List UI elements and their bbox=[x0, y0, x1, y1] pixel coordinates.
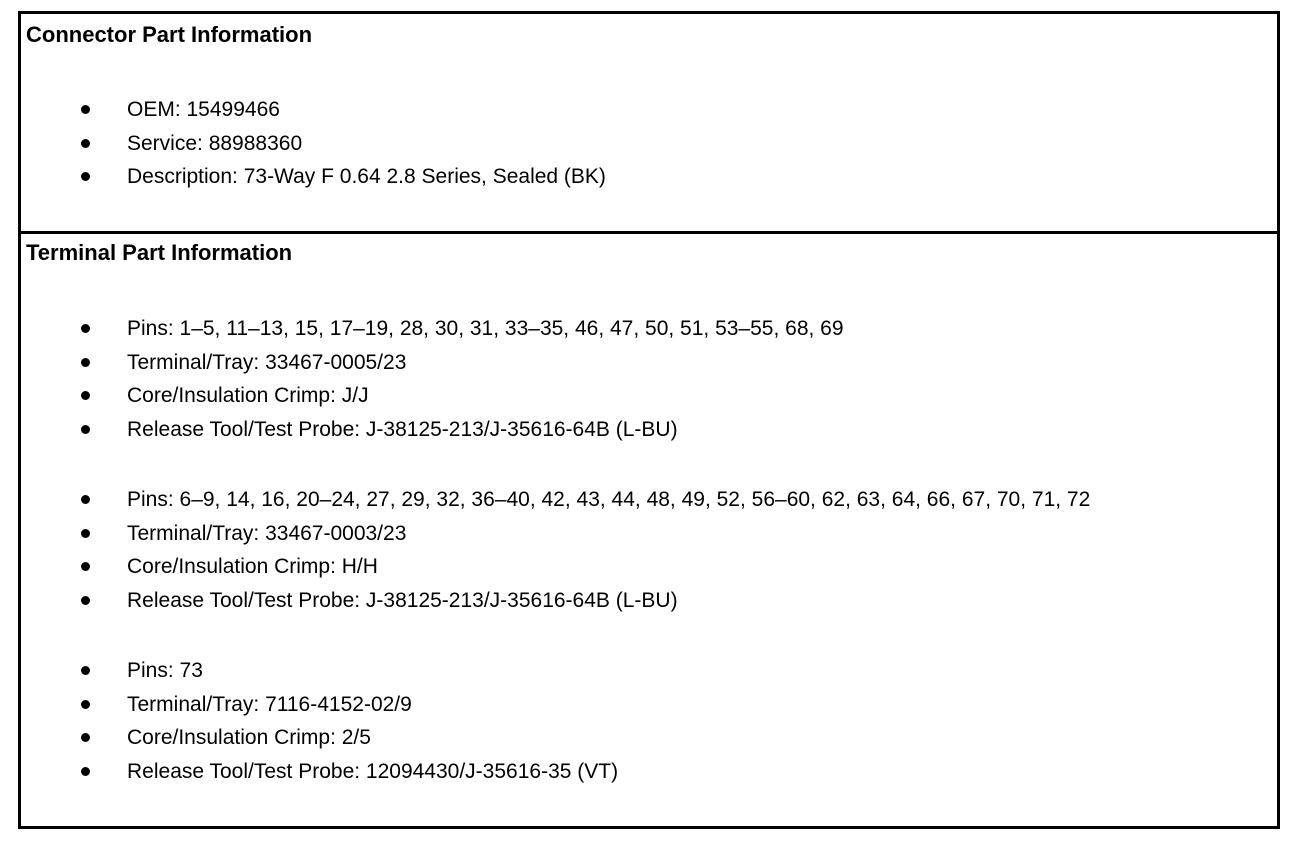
bullet-icon bbox=[81, 562, 90, 571]
bullet-icon bbox=[81, 733, 90, 742]
terminal-tray-value: Terminal/Tray: 33467-0005/23 bbox=[127, 350, 407, 374]
bullet-icon bbox=[81, 324, 90, 333]
crimp-value: Core/Insulation Crimp: H/H bbox=[127, 555, 378, 578]
connector-description: Description: 73-Way F 0.64 2.8 Series, Sealed (BK) bbox=[127, 165, 606, 188]
crimp-value: Core/Insulation Crimp: 2/5 bbox=[127, 726, 371, 749]
terminal-part-section bbox=[21, 234, 1277, 826]
release-tool-value: Release Tool/Test Probe: J-38125-213/J-35616-64B (L-BU) bbox=[127, 417, 678, 441]
service-number: Service: 88988360 bbox=[127, 131, 303, 155]
release-tool-value: Release Tool/Test Probe: 12094430/J-35616-35 (VT) bbox=[127, 759, 619, 783]
crimp-value: Core/Insulation Crimp: J/J bbox=[127, 384, 369, 407]
terminal-section-title: Terminal Part Information bbox=[26, 240, 293, 265]
bullet-icon bbox=[81, 495, 90, 504]
bullet-icon bbox=[81, 767, 90, 776]
connector-section-title: Connector Part Information bbox=[26, 22, 313, 47]
oem-number: OEM: 15499466 bbox=[127, 98, 280, 121]
connector-part-section bbox=[21, 14, 1277, 234]
part-info-table bbox=[18, 11, 1280, 829]
pins-value: Pins: 73 bbox=[127, 659, 203, 682]
bullet-icon bbox=[81, 529, 90, 538]
bullet-icon bbox=[81, 139, 90, 148]
bullet-icon bbox=[81, 700, 90, 709]
bullet-icon bbox=[81, 105, 90, 114]
bullet-icon bbox=[81, 358, 90, 367]
pins-value: Pins: 6–9, 14, 16, 20–24, 27, 29, 32, 36–40, 42, 43, 44, 48, 49, 52, 56–60, 62, 63, 64, 66, 67, 70, 71, 72 bbox=[127, 488, 1091, 511]
bullet-icon bbox=[81, 596, 90, 605]
pins-value: Pins: 1–5, 11–13, 15, 17–19, 28, 30, 31, 33–35, 46, 47, 50, 51, 53–55, 68, 69 bbox=[127, 317, 844, 340]
bullet-icon bbox=[81, 172, 90, 181]
terminal-tray-value: Terminal/Tray: 33467-0003/23 bbox=[127, 521, 407, 545]
bullet-icon bbox=[81, 666, 90, 675]
release-tool-value: Release Tool/Test Probe: J-38125-213/J-35616-64B (L-BU) bbox=[127, 588, 678, 612]
terminal-tray-value: Terminal/Tray: 7116-4152-02/9 bbox=[127, 692, 412, 716]
bullet-icon bbox=[81, 391, 90, 400]
bullet-icon bbox=[81, 425, 90, 434]
